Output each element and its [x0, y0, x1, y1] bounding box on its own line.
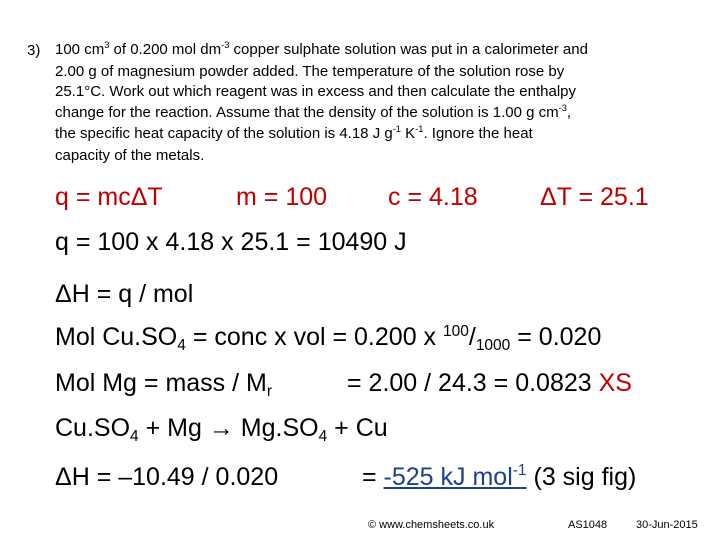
mol-mg-line: Mol Mg = mass / $M_r$ — [55, 369, 273, 401]
temp-change-value: ΔT = 25.1 — [540, 183, 649, 211]
enthalpy-formula: ΔH = q / mol — [55, 280, 194, 308]
question-line: the specific heat capacity of the solution is 4.18 J $g^{-1}$ $K^{-1}$. Ignore the heat — [55, 124, 533, 143]
question-line: 25.1°C. Work out which reagent was in excess and then calculate the enthalpy — [55, 83, 577, 101]
question-line: change for the reaction. Assume that the density of the solution is 1.00 g $cm^{-3}$, — [55, 102, 572, 121]
sheet-code: AS1048 — [568, 519, 608, 531]
excess-label: XS — [598, 369, 632, 397]
question-number: 3) — [27, 42, 41, 59]
question-line: 100 $cm^3$ of 0.200 mol $dm^{-3}$ copper sulphate solution was put in a calorimeter and — [55, 39, 588, 58]
question-line: 2.00 g of magnesium powder added. The temperature of the solution rose by — [55, 62, 565, 80]
mol-mg-result: = 2.00 / 24.3 = 0.0823 XS — [347, 369, 632, 397]
q-formula: q = mcΔT — [55, 183, 163, 211]
heat-capacity-value: c = 4.18 — [388, 183, 478, 211]
enthalpy-result: = -525 kJ mol$^{-1}$ (3 sig fig) — [362, 461, 637, 491]
sheet-date: 30-Jun-2015 — [636, 519, 698, 531]
question-text — [55, 40, 588, 167]
q-calculation: q = 100 x 4.18 x 25.1 = 10490 J — [55, 228, 407, 256]
mol-cuso4-line: Mol $Cu.SO_4$ = conc x vol = 0.200 x $^{100}$/1000 = 0.020 — [55, 322, 602, 355]
balanced-equation: $Cu.SO_4 + Mg \to Mg.SO_4 + Cu$ — [55, 414, 388, 446]
question-line: capacity of the metals. — [55, 146, 205, 164]
mass-value: m = 100 — [236, 183, 328, 211]
enthalpy-calculation: ΔH = –10.49 / 0.020 — [55, 463, 279, 491]
enthalpy-answer: -525 kJ mol$^{-1}$ — [383, 461, 527, 491]
copyright-text: © www.chemsheets.co.uk — [368, 519, 495, 531]
